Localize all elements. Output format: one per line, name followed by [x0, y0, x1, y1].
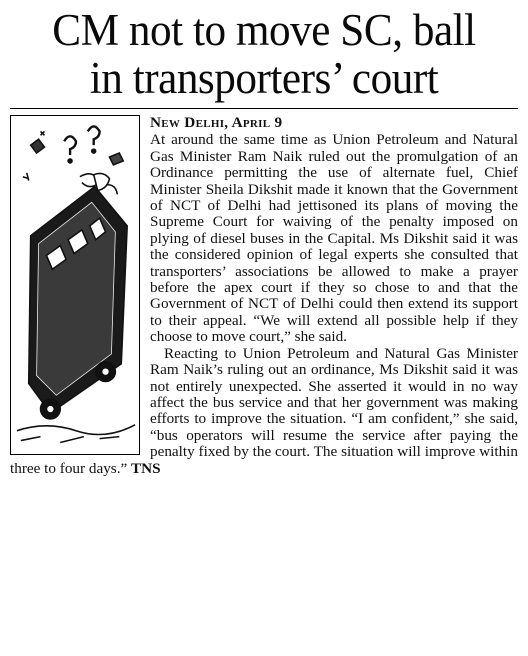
headline-line-2: in transporters’ court: [89, 53, 439, 103]
headline-line-1: CM not to move SC, ball: [52, 5, 476, 55]
agency-credit: TNS: [131, 459, 161, 477]
article-body: [10, 115, 518, 477]
headline-divider: [10, 108, 518, 109]
cartoon-illustration: [10, 115, 140, 455]
dateline: New Delhi, April 9: [150, 114, 283, 131]
cartoon-illustration-icon: [11, 116, 139, 454]
paragraph-2-text: Reacting to Union Petroleum and Natural Gas Minister Ram Naik’s ruling out an ordinance, Ms Dikshit said it was not entirely unexpected. She asserted it would in no way affect the bus service and that her government was making efforts to improve the situation. “I am confident,” she said, “bus operators will resume the service after paying the penalty fixed by the court. The situation will improve within three to four days.”: [10, 344, 518, 477]
headline: [20, 6, 508, 102]
paragraph-1: At around the same time as Union Petroleum and Natural Gas Minister Ram Naik ruled out the promulgation of an Ordinance permitting the use of alternate fuel, Chief Minister Sheila Dikshit made it known that the Government of NCT of Delhi had jettisoned its plans of moving the Supreme Court for waiving of the penalty imposed on plying of diesel buses in the Capital. Ms Dikshit said it was the considered opinion of legal experts she consulted that transporters’ associations be allowed to make a prayer before the apex court if they so chose to and that the Government of NCT of Delhi could then extend its support to their appeal. “We will extend all possible help if they choose to move court,” she said.: [150, 131, 518, 346]
